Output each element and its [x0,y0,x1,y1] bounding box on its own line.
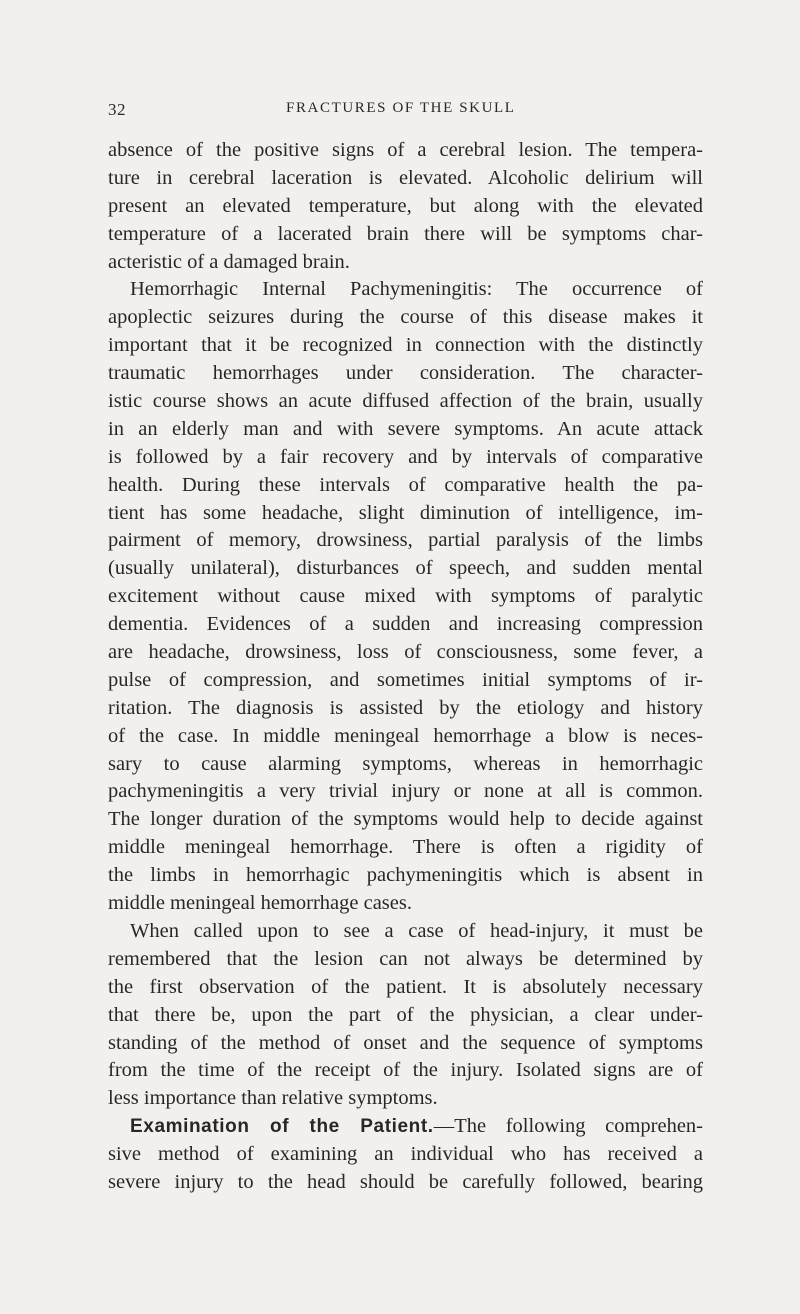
text-line: ture in cerebral laceration is elevated. Alcoholic delirium will [108,166,703,189]
text-line: in an elderly man and with severe symptoms. An acute attack [108,417,703,440]
text-line: tient has some headache, slight diminution of intelligence, im- [108,501,703,524]
text-line: severe injury to the head should be carefully followed, bearing [108,1170,703,1193]
text-line: of the case. In middle meningeal hemorrhage a blow is neces- [108,724,703,747]
text-line: sary to cause alarming symptoms, whereas in hemorrhagic [108,752,703,775]
heading-line-rest: —The following comprehen- [433,1115,703,1138]
text-line: standing of the method of onset and the sequence of symptoms [108,1031,703,1054]
text-line-with-heading [108,1113,703,1141]
text-line: ritation. The diagnosis is assisted by the etiology and history [108,696,703,719]
text-line: The longer duration of the symptoms would help to decide against [108,808,703,831]
text-line: health. During these intervals of comparative health the pa- [108,473,703,496]
text-line: apoplectic seizures during the course of this disease makes it [108,306,703,329]
text-line: middle meningeal hemorrhage cases. [108,892,412,915]
text-line: Hemorrhagic Internal Pachymeningitis: The occurrence of [130,278,703,301]
running-head-title: FRACTURES OF THE SKULL [286,100,516,116]
text-line: traumatic hemorrhages under consideration. The character- [108,362,703,385]
text-line: less importance than relative symptoms. [108,1087,438,1110]
text-line: excitement without cause mixed with symptoms of paralytic [108,585,703,608]
text-line: When called upon to see a case of head-injury, it must be [130,919,703,942]
text-line: (usually unilateral), disturbances of speech, and sudden mental [108,557,703,580]
text-line: remembered that the lesion can not always be determined by [108,947,703,970]
text-line: the limbs in hemorrhagic pachymeningitis which is absent in [108,864,703,887]
text-line: present an elevated temperature, but along with the elevated [108,194,703,217]
text-line: from the time of the receipt of the injury. Isolated signs are of [108,1059,703,1082]
body-text [108,137,703,1197]
text-line: temperature of a lacerated brain there will be symptoms char- [108,222,703,245]
text-line: the first observation of the patient. It is absolutely necessary [108,975,703,998]
section-heading: Examination of the Patient. [130,1116,434,1138]
text-line: important that it be recognized in connection with the distinctly [108,334,703,357]
text-line: pulse of compression, and sometimes initial symptoms of ir- [108,668,703,691]
running-head [108,100,708,124]
text-line: pairment of memory, drowsiness, partial paralysis of the limbs [108,529,703,552]
text-line: pachymeningitis a very trivial injury or none at all is common. [108,780,703,803]
text-line: dementia. Evidences of a sudden and increasing compression [108,613,703,636]
text-line: istic course shows an acute diffused affection of the brain, usually [108,390,703,413]
text-line: middle meningeal hemorrhage. There is often a rigidity of [108,836,703,859]
text-line: absence of the positive signs of a cerebral lesion. The tempera- [108,139,703,161]
text-line: is followed by a fair recovery and by intervals of comparative [108,445,703,468]
text-line: sive method of examining an individual who has received a [108,1143,703,1166]
text-line: acteristic of a damaged brain. [108,250,350,273]
page-number: 32 [108,100,126,119]
text-line: that there be, upon the part of the physician, a clear under- [108,1003,703,1026]
text-line: are headache, drowsiness, loss of consciousness, some fever, a [108,641,703,664]
